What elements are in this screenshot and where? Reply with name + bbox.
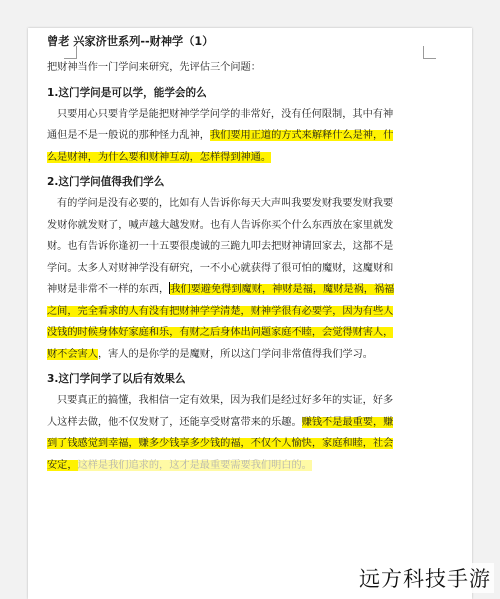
section-1-heading: 1.这门学问是可以学，能学会的么: [47, 86, 207, 99]
section-2-text: 有的学问是没有必要的，比如有人告诉你每天大声叫我要发财我要发财我要发财你就发财了，喊声越大越发财。也有人告诉你买个什么东西放在家里就发财。也有告诉你逢初一十五要很虔诚的三跪九叩去把财神请回家去，这都不是学问。太多人对财神学没有研究，一不小心就获得了很可怕的魔财，这魔财和神财是非常不一样的东西，: [47, 198, 394, 295]
section-3-paragraph: [47, 390, 399, 476]
document-title: 曾老 兴家济世系列--财神学（1）: [47, 35, 214, 48]
document-body[interactable]: [47, 32, 399, 476]
section-3-text: 只要真正的搞懂，我相信一定有效果，因为我们是经过好多年的实证，好多人这样去做，他不仅发财了，还能享受财富带来的乐趣。: [47, 395, 394, 428]
section-1-paragraph: [47, 104, 399, 169]
section-3-faded-text: 这样是我们追求的，这才是最重要需要我们明白的。: [77, 459, 312, 471]
section-3-highlight: 赚钱不是最重要，赚到了钱感觉到幸福，赚多少钱享多少钱的福，不仅个人愉快，家庭和睦，社会安定，: [47, 416, 394, 471]
watermark-text: 远方科技手游: [356, 563, 494, 593]
section-1-text: 只要用心只要肯学是能把财神学学问学的非常好，没有任何限制，其中有神通但是不是一般说的那种怪力乱神，: [47, 108, 394, 141]
section-2-paragraph: [47, 193, 399, 365]
section-1-highlight: 我们要用正道的方式来解释什么是神，什么是财神，为什么要和财神互动，怎样得到神通。: [47, 130, 394, 163]
section-2-heading: 2.这门学问值得我们学么: [47, 176, 165, 188]
margin-mark-top-right: [423, 46, 436, 59]
section-3-heading: 3.这门学问学了以后有效果么: [47, 373, 186, 385]
intro-paragraph: 把财神当作一门学问来研究，先评估三个问题：: [47, 62, 261, 73]
section-2-highlight: 我们要避免得到魔财，神财是福，魔财是祸，祸福之间，完全看求的人有没有把财神学学清楚，财神学很有必要学，因为有些人没钱的时候身体好家庭和乐，有财之后身体出问题家庭不睦，会觉得财害人，财不会害人: [47, 284, 395, 360]
section-2-tail: ，害人的是你学的是魔财，所以这门学问非常值得我们学习。: [97, 348, 373, 360]
